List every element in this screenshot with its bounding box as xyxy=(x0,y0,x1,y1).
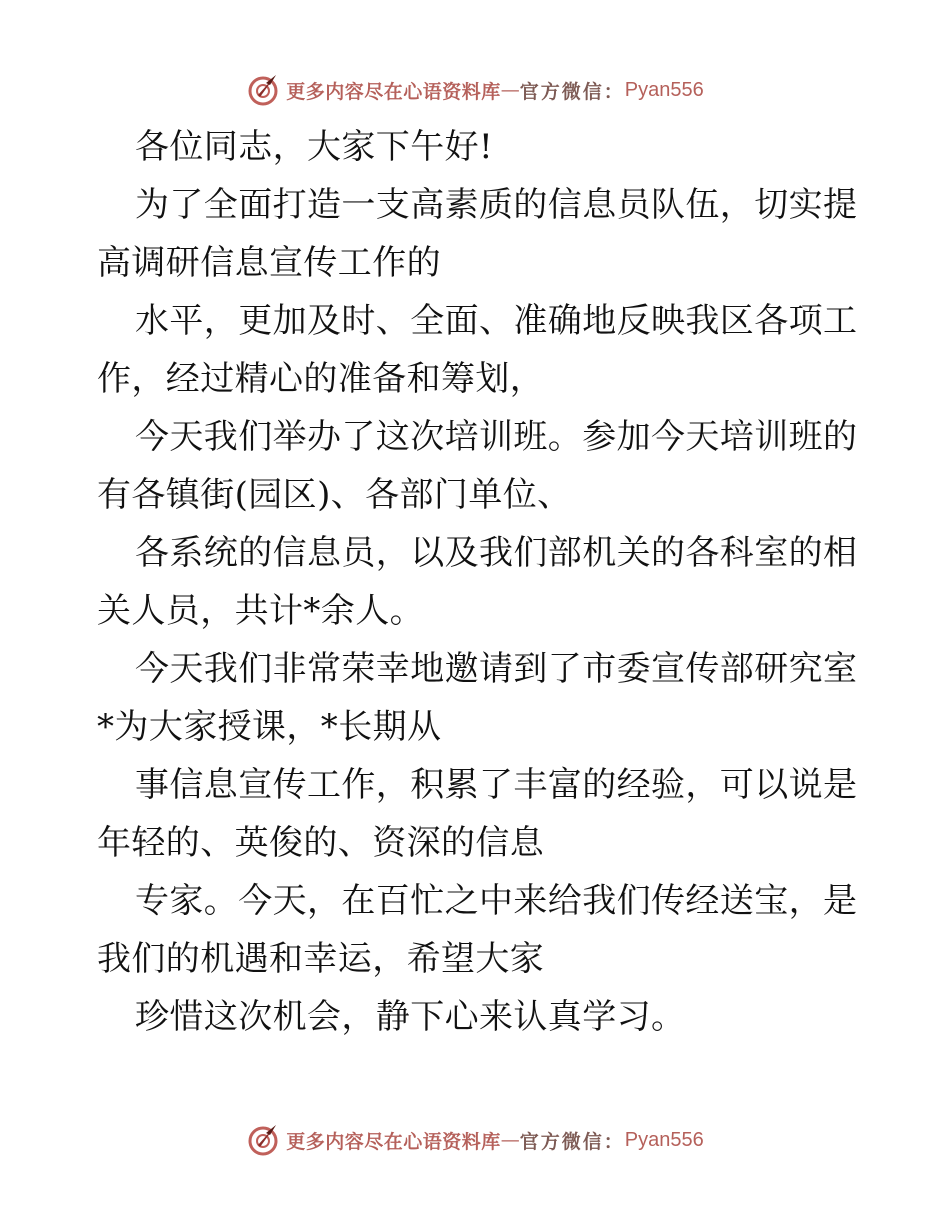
body-line: 今天我们举办了这次培训班。参加今天培训班的 xyxy=(135,417,858,457)
body-line: 各系统的信息员，以及我们部机关的各科室的相 xyxy=(135,533,858,573)
body-line: 关人员，共计*余人。 xyxy=(97,591,424,631)
document-body xyxy=(97,118,857,1046)
body-line: *为大家授课，*长期从 xyxy=(97,707,442,747)
body-line: 为了全面打造一支高素质的信息员队伍，切实提 xyxy=(135,185,858,225)
banner-wechat-label: 官方微信： xyxy=(519,1130,625,1153)
banner-wechat-label: 官方微信： xyxy=(519,80,625,103)
body-line: 高调研信息宣传工作的 xyxy=(97,243,441,283)
footer-banner xyxy=(0,1120,950,1160)
body-line: 今天我们非常荣幸地邀请到了市委宣传部研究室 xyxy=(135,649,858,689)
body-line: 有各镇街(园区)、各部门单位、 xyxy=(97,475,572,515)
body-line: 事信息宣传工作，积累了丰富的经验，可以说是 xyxy=(135,765,858,805)
banner-brand-text: 更多内容尽在心语资料库 xyxy=(286,1130,501,1153)
body-line: 我们的机遇和幸运，希望大家 xyxy=(97,939,545,979)
banner-wechat-id: Pyan556 xyxy=(624,1128,704,1151)
body-line: 年轻的、英俊的、资深的信息 xyxy=(97,823,545,863)
body-line: 各位同志，大家下午好! xyxy=(135,127,494,167)
header-banner xyxy=(0,70,950,110)
body-line: 珍惜这次机会，静下心来认真学习。 xyxy=(135,997,686,1037)
banner-dash: — xyxy=(500,79,520,101)
body-line: 作，经过精心的准备和筹划， xyxy=(97,359,545,399)
body-line: 专家。今天，在百忙之中来给我们传经送宝，是 xyxy=(135,881,858,921)
banner-brand-text: 更多内容尽在心语资料库 xyxy=(286,80,501,103)
banner-wechat-id: Pyan556 xyxy=(624,78,704,101)
body-line: 水平，更加及时、全面、准确地反映我区各项工 xyxy=(135,301,858,341)
banner-dash: — xyxy=(500,1129,520,1151)
quill-pen-circle-icon xyxy=(246,73,280,107)
quill-pen-circle-icon xyxy=(246,1123,280,1157)
